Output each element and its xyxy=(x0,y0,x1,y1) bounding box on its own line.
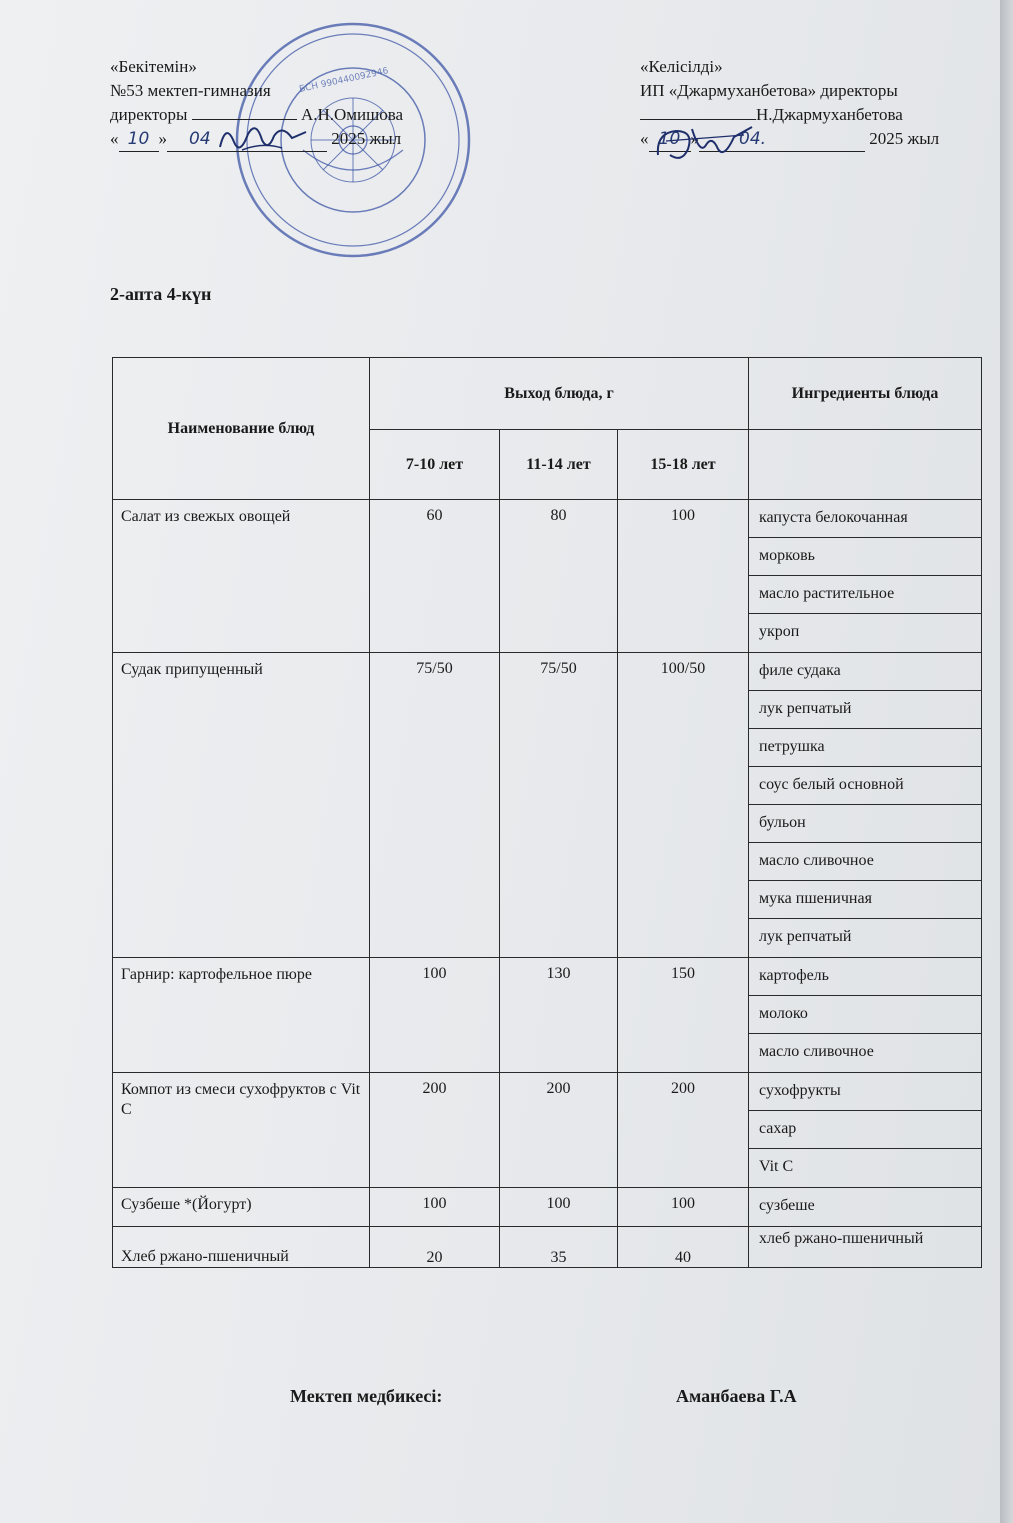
date-year: 2025 жыл xyxy=(869,129,940,148)
header-yield xyxy=(370,358,749,430)
ingredient-item: сахар xyxy=(749,1111,981,1149)
ingredient-item: масло сливочное xyxy=(759,1043,874,1060)
header-yield-text: Выход блюда, г xyxy=(504,384,614,402)
yield-value: 150 xyxy=(618,958,749,1073)
handwritten-day: 10 xyxy=(658,129,681,149)
table-row xyxy=(113,1227,982,1268)
yield-value: 200 xyxy=(500,1073,618,1188)
ingredients-cell xyxy=(749,500,982,653)
yield-value: 35 xyxy=(500,1227,618,1268)
contractor-name: Н.Джармуханбетова xyxy=(756,105,903,124)
yield-value: 100 xyxy=(618,1188,749,1227)
yield-value: 100 xyxy=(370,958,500,1073)
yield-value: 20 xyxy=(370,1227,500,1268)
approve-label: «Бекітемін» xyxy=(110,57,197,76)
dish-name: Гарнир: картофельное пюре xyxy=(113,958,370,1073)
yield-value: 75/50 xyxy=(370,653,500,958)
ingredient-item: морковь xyxy=(749,538,981,576)
yield-value: 130 xyxy=(500,958,618,1073)
director-prefix: директоры xyxy=(110,105,188,124)
yield-value: 100/50 xyxy=(618,653,749,958)
ingredient-item: бульон xyxy=(749,805,981,843)
table-row xyxy=(113,1188,982,1227)
table-row xyxy=(113,653,982,958)
dish-name: Сузбеше *(Йогурт) xyxy=(113,1188,370,1227)
date-quote-close: » xyxy=(158,129,167,148)
ingredient-item: масло растительное xyxy=(749,576,981,614)
ingredient-item: сузбеше xyxy=(759,1197,815,1214)
agree-label: «Келісілді» xyxy=(640,57,723,76)
approve-block xyxy=(110,55,403,152)
yield-value: 60 xyxy=(370,500,500,653)
agree-date xyxy=(640,127,939,152)
ingredients-cell xyxy=(749,1227,982,1268)
date-quote-open: « xyxy=(110,129,119,148)
stamp-text: БСН 990440092946 xyxy=(298,66,390,95)
ingredient-item: укроп xyxy=(759,623,800,640)
handwritten-day: 10 xyxy=(127,129,150,149)
header-dish-name-text: Наименование блюд xyxy=(167,419,315,437)
nurse-name: Аманбаева Г.А xyxy=(676,1386,797,1406)
ingredient-item: лук репчатый xyxy=(759,928,852,945)
ingredients-cell xyxy=(749,653,982,958)
school-name: №53 мектеп-гимназия xyxy=(110,81,271,100)
dish-name: Судак припущенный xyxy=(113,653,370,958)
yield-value: 100 xyxy=(500,1188,618,1227)
ingredient-item: сухофрукты xyxy=(749,1073,981,1111)
yield-value: 100 xyxy=(618,500,749,653)
ingredient-item: хлеб ржано-пшеничный xyxy=(759,1230,924,1247)
ingredient-item: масло сливочное xyxy=(749,843,981,881)
ingredient-item: капуста белокочанная xyxy=(749,500,981,538)
ingredient-item: мука пшеничная xyxy=(749,881,981,919)
ingredients-cell xyxy=(749,1073,982,1188)
yield-value: 100 xyxy=(370,1188,500,1227)
ingredient-item: петрушка xyxy=(749,729,981,767)
page-title: 2-апта 4-күн xyxy=(110,284,212,304)
handwritten-month: 04. xyxy=(739,129,767,149)
page-edge xyxy=(1000,0,1013,1523)
menu-table xyxy=(112,357,982,1268)
ingredients-cell xyxy=(749,958,982,1073)
dish-name: Хлеб ржано-пшеничный xyxy=(113,1227,370,1268)
director-line xyxy=(110,103,403,127)
yield-value: 80 xyxy=(500,500,618,653)
company-name: ИП «Джармуханбетова» директоры xyxy=(640,81,898,100)
ingredient-item: соус белый основной xyxy=(749,767,981,805)
date-quote-open: « xyxy=(640,129,649,148)
table-row xyxy=(113,500,982,653)
nurse-label: Мектеп медбикесі: xyxy=(290,1386,443,1406)
date-year: 2025 жыл xyxy=(331,129,402,148)
dish-name: Салат из свежых овощей xyxy=(113,500,370,653)
header-ingredients xyxy=(749,358,982,430)
ingredient-item: картофель xyxy=(749,958,981,996)
date-quote-close: » xyxy=(690,129,699,148)
header-empty xyxy=(749,430,982,500)
yield-value: 200 xyxy=(370,1073,500,1188)
header-ingredients-text: Ингредиенты блюда xyxy=(791,384,939,402)
ingredients-cell xyxy=(749,1188,982,1227)
yield-value: 200 xyxy=(618,1073,749,1188)
header-age-11-14: 11-14 лет xyxy=(500,430,618,500)
dish-name: Компот из смеси сухофруктов с Vit C xyxy=(113,1073,370,1188)
ingredient-item: Vit C xyxy=(759,1158,794,1175)
contractor-line xyxy=(640,103,939,127)
ingredient-item: лук репчатый xyxy=(749,691,981,729)
ingredient-item: филе судака xyxy=(749,653,981,691)
handwritten-month: 04 xyxy=(189,129,211,149)
yield-value: 40 xyxy=(618,1227,749,1268)
approve-date xyxy=(110,127,403,152)
table-row xyxy=(113,958,982,1073)
header-dish-name xyxy=(113,358,370,500)
table-row xyxy=(113,1073,982,1188)
agree-block xyxy=(640,55,939,152)
header-age-7-10: 7-10 лет xyxy=(370,430,500,500)
director-name: А.Н.Омишова xyxy=(300,105,404,124)
header-age-15-18: 15-18 лет xyxy=(618,430,749,500)
ingredient-item: молоко xyxy=(749,996,981,1034)
yield-value: 75/50 xyxy=(500,653,618,958)
